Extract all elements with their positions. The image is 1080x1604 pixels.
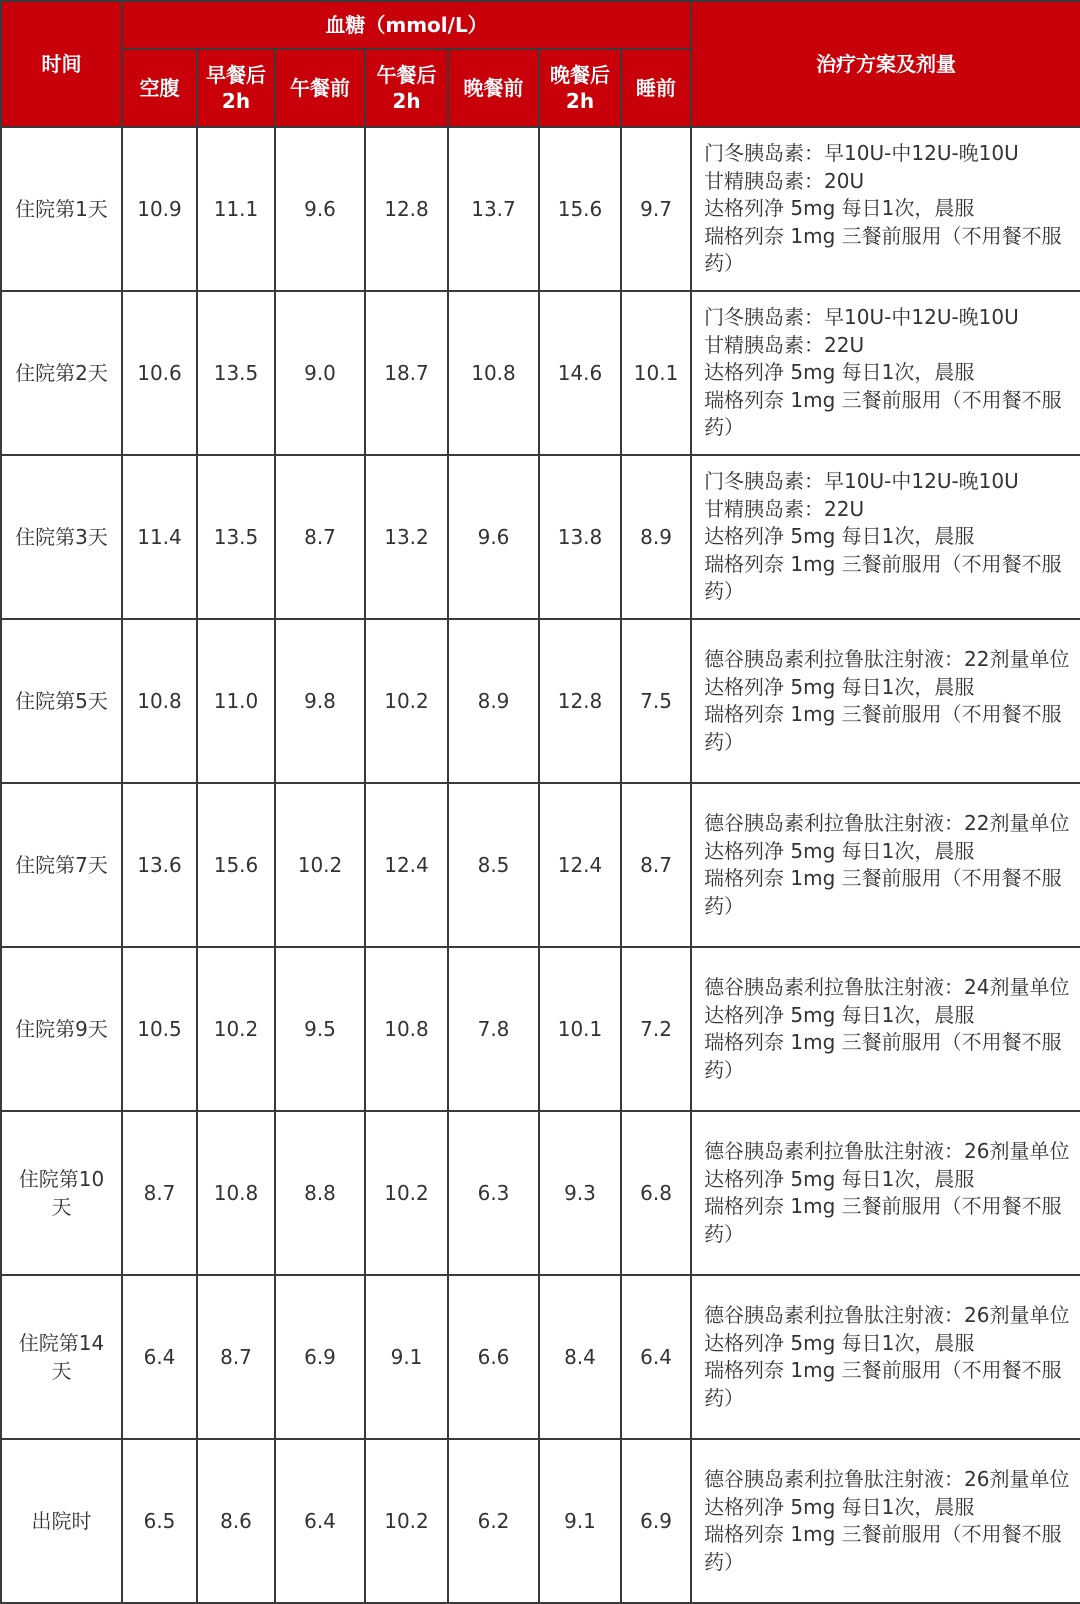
glucose-bedtime-cell: 6.4 bbox=[621, 1275, 691, 1439]
treatment-plan-cell bbox=[691, 783, 1080, 947]
glucose-after-lunch-2h-cell: 13.2 bbox=[365, 455, 448, 619]
glucose-after-breakfast-2h-cell: 13.5 bbox=[197, 455, 275, 619]
glucose-before-dinner-cell: 10.8 bbox=[448, 291, 539, 455]
glucose-after-breakfast-2h-cell: 11.0 bbox=[197, 619, 275, 783]
glucose-bedtime-cell: 8.9 bbox=[621, 455, 691, 619]
treatment-plan-line: 瑞格列奈 1mg 三餐前服用（不用餐不服药） bbox=[704, 1358, 1062, 1410]
glucose-before-dinner-cell: 8.5 bbox=[448, 783, 539, 947]
glucose-fasting-cell: 10.5 bbox=[122, 947, 197, 1111]
header-after-lunch-2h: 午餐后2h bbox=[365, 49, 448, 127]
table-row bbox=[1, 127, 1080, 291]
row-time-cell: 出院时 bbox=[1, 1439, 122, 1603]
glucose-after-dinner-2h-cell: 13.8 bbox=[539, 455, 621, 619]
treatment-plan-line: 达格列净 5mg 每日1次，晨服 bbox=[704, 1002, 975, 1027]
treatment-plan-line: 德谷胰岛素利拉鲁肽注射液：26剂量单位 bbox=[704, 1139, 1070, 1163]
treatment-plan-line: 门冬胰岛素：早10U-中12U-晚10U bbox=[704, 469, 1019, 494]
table-row bbox=[1, 1439, 1080, 1603]
treatment-plan-line: 甘精胰岛素：22U bbox=[704, 496, 865, 521]
treatment-plan-line: 瑞格列奈 1mg 三餐前服用（不用餐不服药） bbox=[704, 866, 1062, 918]
glucose-after-dinner-2h-cell: 14.6 bbox=[539, 291, 621, 455]
glucose-bedtime-cell: 6.8 bbox=[621, 1111, 691, 1275]
glucose-after-lunch-2h-cell: 12.8 bbox=[365, 127, 448, 291]
glucose-after-dinner-2h-cell: 9.1 bbox=[539, 1439, 621, 1603]
treatment-plan-cell bbox=[691, 455, 1080, 619]
treatment-plan-line: 达格列净 5mg 每日1次，晨服 bbox=[704, 196, 975, 221]
glucose-before-lunch-cell: 9.6 bbox=[275, 127, 365, 291]
glucose-after-dinner-2h-cell: 12.8 bbox=[539, 619, 621, 783]
glucose-after-lunch-2h-cell: 18.7 bbox=[365, 291, 448, 455]
treatment-plan-cell bbox=[691, 127, 1080, 291]
treatment-plan-line: 德谷胰岛素利拉鲁肽注射液：22剂量单位 bbox=[704, 811, 1070, 835]
header-before-dinner: 晚餐前 bbox=[448, 49, 539, 127]
treatment-plan-line: 德谷胰岛素利拉鲁肽注射液：26剂量单位 bbox=[704, 1303, 1070, 1327]
table-header bbox=[1, 1, 1080, 127]
treatment-plan-cell bbox=[691, 619, 1080, 783]
glucose-before-lunch-cell: 9.5 bbox=[275, 947, 365, 1111]
glucose-before-dinner-cell: 6.3 bbox=[448, 1111, 539, 1275]
glucose-fasting-cell: 6.5 bbox=[122, 1439, 197, 1603]
glucose-bedtime-cell: 8.7 bbox=[621, 783, 691, 947]
table-row bbox=[1, 783, 1080, 947]
table-row bbox=[1, 619, 1080, 783]
glucose-after-dinner-2h-cell: 8.4 bbox=[539, 1275, 621, 1439]
glucose-before-lunch-cell: 6.4 bbox=[275, 1439, 365, 1603]
glucose-after-dinner-2h-cell: 9.3 bbox=[539, 1111, 621, 1275]
glucose-after-dinner-2h-cell: 12.4 bbox=[539, 783, 621, 947]
treatment-plan-line: 达格列净 5mg 每日1次，晨服 bbox=[704, 1166, 975, 1191]
row-time-cell: 住院第1天 bbox=[1, 127, 122, 291]
treatment-plan-line: 瑞格列奈 1mg 三餐前服用（不用餐不服药） bbox=[704, 1030, 1062, 1082]
table-row bbox=[1, 1275, 1080, 1439]
treatment-plan-line: 瑞格列奈 1mg 三餐前服用（不用餐不服药） bbox=[704, 702, 1062, 754]
glucose-after-breakfast-2h-cell: 11.1 bbox=[197, 127, 275, 291]
treatment-plan-line: 瑞格列奈 1mg 三餐前服用（不用餐不服药） bbox=[704, 551, 1062, 604]
row-time-cell: 住院第7天 bbox=[1, 783, 122, 947]
treatment-plan-line: 甘精胰岛素：22U bbox=[704, 332, 865, 357]
glucose-bedtime-cell: 6.9 bbox=[621, 1439, 691, 1603]
table-row bbox=[1, 947, 1080, 1111]
glucose-after-breakfast-2h-cell: 8.6 bbox=[197, 1439, 275, 1603]
row-time-cell: 住院第3天 bbox=[1, 455, 122, 619]
row-time-cell: 住院第2天 bbox=[1, 291, 122, 455]
treatment-plan-line: 门冬胰岛素：早10U-中12U-晚10U bbox=[704, 305, 1019, 330]
header-after-breakfast-2h: 早餐后2h bbox=[197, 49, 275, 127]
glucose-fasting-cell: 8.7 bbox=[122, 1111, 197, 1275]
treatment-plan-line: 瑞格列奈 1mg 三餐前服用（不用餐不服药） bbox=[704, 223, 1062, 276]
header-after-dinner-2h: 晚餐后2h bbox=[539, 49, 621, 127]
header-before-lunch: 午餐前 bbox=[275, 49, 365, 127]
glucose-after-breakfast-2h-cell: 10.2 bbox=[197, 947, 275, 1111]
glucose-after-breakfast-2h-cell: 8.7 bbox=[197, 1275, 275, 1439]
header-time: 时间 bbox=[1, 1, 122, 127]
glucose-before-dinner-cell: 8.9 bbox=[448, 619, 539, 783]
glucose-before-dinner-cell: 7.8 bbox=[448, 947, 539, 1111]
glucose-bedtime-cell: 7.2 bbox=[621, 947, 691, 1111]
treatment-plan-cell bbox=[691, 1275, 1080, 1439]
glucose-after-breakfast-2h-cell: 13.5 bbox=[197, 291, 275, 455]
glucose-before-lunch-cell: 6.9 bbox=[275, 1275, 365, 1439]
treatment-plan-cell bbox=[691, 947, 1080, 1111]
glucose-before-lunch-cell: 10.2 bbox=[275, 783, 365, 947]
glucose-after-lunch-2h-cell: 10.2 bbox=[365, 1111, 448, 1275]
treatment-plan-line: 达格列净 5mg 每日1次，晨服 bbox=[704, 1494, 975, 1519]
treatment-plan-line: 瑞格列奈 1mg 三餐前服用（不用餐不服药） bbox=[704, 1522, 1062, 1574]
treatment-plan-line: 达格列净 5mg 每日1次，晨服 bbox=[704, 524, 975, 549]
glucose-after-dinner-2h-cell: 15.6 bbox=[539, 127, 621, 291]
glucose-fasting-cell: 6.4 bbox=[122, 1275, 197, 1439]
glucose-before-lunch-cell: 8.8 bbox=[275, 1111, 365, 1275]
row-time-cell: 住院第14天 bbox=[1, 1275, 122, 1439]
treatment-plan-cell bbox=[691, 291, 1080, 455]
glucose-after-lunch-2h-cell: 10.2 bbox=[365, 1439, 448, 1603]
treatment-plan-line: 达格列净 5mg 每日1次，晨服 bbox=[704, 674, 975, 699]
glucose-fasting-cell: 13.6 bbox=[122, 783, 197, 947]
glucose-before-lunch-cell: 9.8 bbox=[275, 619, 365, 783]
treatment-plan-line: 达格列净 5mg 每日1次，晨服 bbox=[704, 838, 975, 863]
glucose-before-dinner-cell: 13.7 bbox=[448, 127, 539, 291]
treatment-plan-line: 德谷胰岛素利拉鲁肽注射液：24剂量单位 bbox=[704, 975, 1070, 999]
treatment-plan-cell bbox=[691, 1439, 1080, 1603]
glucose-before-dinner-cell: 6.2 bbox=[448, 1439, 539, 1603]
table-row bbox=[1, 455, 1080, 619]
glucose-before-lunch-cell: 8.7 bbox=[275, 455, 365, 619]
glucose-after-breakfast-2h-cell: 10.8 bbox=[197, 1111, 275, 1275]
table-row bbox=[1, 291, 1080, 455]
treatment-plan-cell bbox=[691, 1111, 1080, 1275]
header-fasting: 空腹 bbox=[122, 49, 197, 127]
glucose-fasting-cell: 10.6 bbox=[122, 291, 197, 455]
glucose-after-breakfast-2h-cell: 15.6 bbox=[197, 783, 275, 947]
glucose-fasting-cell: 10.8 bbox=[122, 619, 197, 783]
glucose-bedtime-cell: 7.5 bbox=[621, 619, 691, 783]
header-plan: 治疗方案及剂量 bbox=[691, 1, 1080, 127]
glucose-after-lunch-2h-cell: 9.1 bbox=[365, 1275, 448, 1439]
table-row bbox=[1, 1111, 1080, 1275]
glucose-bedtime-cell: 9.7 bbox=[621, 127, 691, 291]
treatment-plan-line: 瑞格列奈 1mg 三餐前服用（不用餐不服药） bbox=[704, 1194, 1062, 1246]
treatment-plan-line: 门冬胰岛素：早10U-中12U-晚10U bbox=[704, 141, 1019, 166]
glucose-after-lunch-2h-cell: 10.2 bbox=[365, 619, 448, 783]
header-bedtime: 睡前 bbox=[621, 49, 691, 127]
table-body bbox=[1, 127, 1080, 1603]
glucose-after-lunch-2h-cell: 12.4 bbox=[365, 783, 448, 947]
glucose-bedtime-cell: 10.1 bbox=[621, 291, 691, 455]
treatment-plan-line: 德谷胰岛素利拉鲁肽注射液：22剂量单位 bbox=[704, 647, 1070, 671]
treatment-plan-line: 甘精胰岛素：20U bbox=[704, 168, 865, 193]
header-glucose-group: 血糖（mmol/L） bbox=[122, 1, 691, 49]
glucose-before-lunch-cell: 9.0 bbox=[275, 291, 365, 455]
row-time-cell: 住院第9天 bbox=[1, 947, 122, 1111]
glucose-before-dinner-cell: 6.6 bbox=[448, 1275, 539, 1439]
row-time-cell: 住院第10天 bbox=[1, 1111, 122, 1275]
glucose-fasting-cell: 11.4 bbox=[122, 455, 197, 619]
treatment-plan-line: 瑞格列奈 1mg 三餐前服用（不用餐不服药） bbox=[704, 387, 1062, 440]
glucose-fasting-cell: 10.9 bbox=[122, 127, 197, 291]
glucose-after-lunch-2h-cell: 10.8 bbox=[365, 947, 448, 1111]
glucose-before-dinner-cell: 9.6 bbox=[448, 455, 539, 619]
treatment-plan-line: 德谷胰岛素利拉鲁肽注射液：26剂量单位 bbox=[704, 1467, 1070, 1491]
glucose-after-dinner-2h-cell: 10.1 bbox=[539, 947, 621, 1111]
row-time-cell: 住院第5天 bbox=[1, 619, 122, 783]
treatment-plan-line: 达格列净 5mg 每日1次，晨服 bbox=[704, 360, 975, 385]
treatment-plan-line: 达格列净 5mg 每日1次，晨服 bbox=[704, 1330, 975, 1355]
